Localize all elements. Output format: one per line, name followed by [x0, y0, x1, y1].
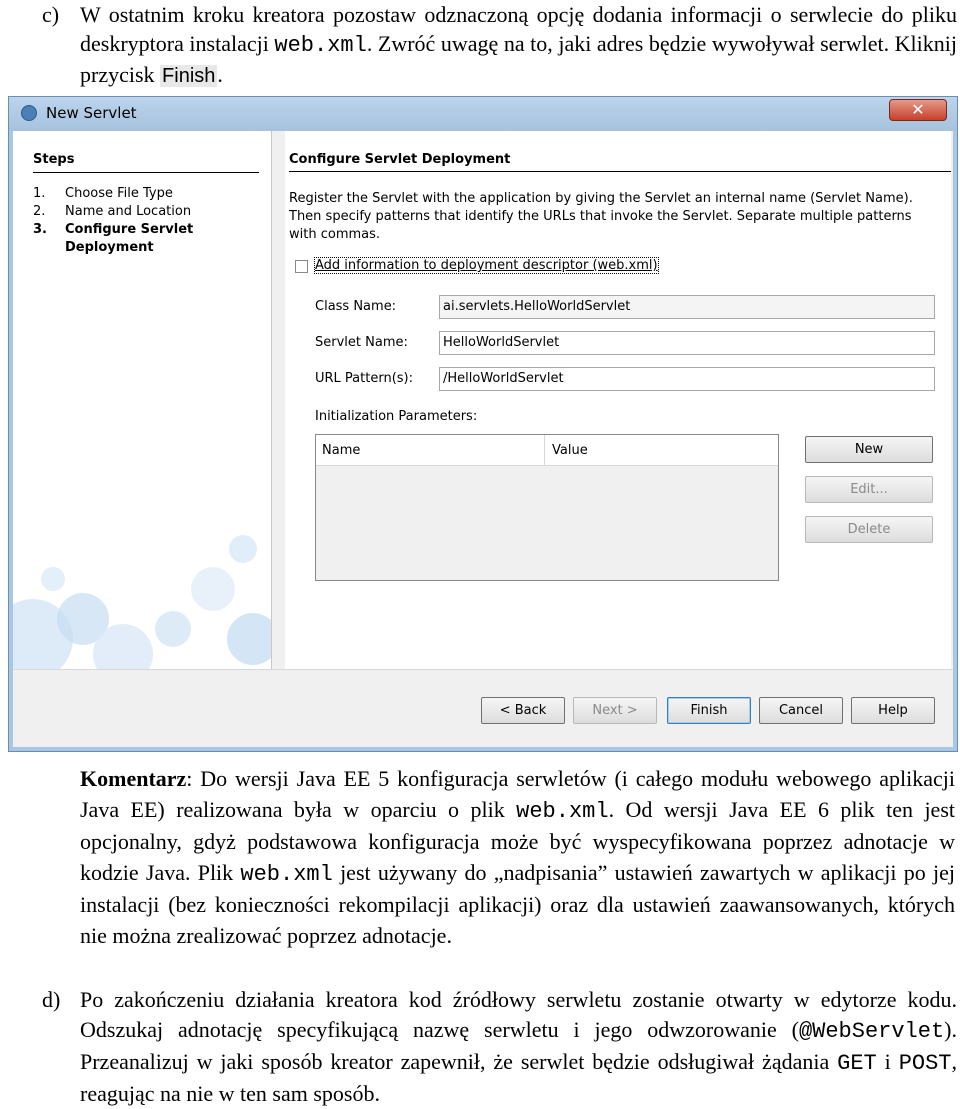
deployment-descriptor-checkbox-label[interactable]: Add information to deployment descriptor (web.xml)	[315, 258, 658, 273]
text-segment: . Zwróć uwagę na to, jaki adres będzie wywoływał serwlet. Kliknij przycisk	[80, 31, 957, 87]
step-item-current	[33, 222, 193, 237]
decorative-bubbles-image	[13, 469, 271, 669]
finish-button[interactable]: Finish	[667, 697, 751, 724]
instruction-c-text	[80, 0, 957, 91]
text-segment: . Od wersji Java EE 6 plik ten jest opcjonalny, gdyż podstawowa konfiguracja może być wyspecyfikowana poprzez adnotacje w kodzie Java. Plik	[80, 796, 955, 885]
text-segment: i	[876, 1049, 899, 1074]
steps-panel	[13, 131, 272, 669]
list-label-c: c)	[42, 2, 60, 27]
deployment-descriptor-checkbox[interactable]	[295, 260, 308, 273]
init-params-table[interactable]	[315, 434, 779, 581]
instruction-d-text	[80, 985, 957, 1109]
url-pattern-label: URL Pattern(s):	[315, 371, 413, 386]
new-servlet-dialog	[8, 96, 958, 752]
column-separator	[544, 435, 545, 465]
step-label: Name and Location	[65, 204, 192, 219]
edit-param-button[interactable]: Edit...	[805, 476, 933, 503]
text-segment: W ostatnim kroku kreatora pozostaw odznaczoną opcję dodania informacji o serwlecie do pliku deskryptora instalacji	[80, 2, 957, 56]
servlet-name-field[interactable]: HelloWorldServlet	[439, 331, 935, 355]
text-segment: Po zakończeniu działania kreatora kod źródłowy serwletu zostanie otwarty w edytorze kodu. Odszukaj adnotację specyfikującą nazwę serwletu i jego odwzorowanie (	[80, 987, 957, 1042]
page-title: Configure Servlet Deployment	[289, 152, 511, 167]
servlet-name-label: Servlet Name:	[315, 335, 408, 350]
text-segment: ). Przeanalizuj w jaki sposób kreator zapewnił, że serwlet będzie odsługiwał żądania	[80, 1017, 957, 1074]
text-segment: : Do wersji Java EE 5 konfiguracja serwletów (i całego modułu webowego aplikacji Java EE) realizowana była w oparciu o plik	[80, 766, 955, 822]
class-name-label: Class Name:	[315, 299, 397, 314]
delete-param-button[interactable]: Delete	[805, 516, 933, 543]
code-web-xml: web.xml	[274, 33, 367, 58]
steps-heading: Steps	[33, 152, 75, 167]
comment-paragraph	[80, 764, 955, 951]
button-bar	[13, 669, 953, 747]
table-header	[316, 435, 778, 466]
window-title: New Servlet	[46, 104, 137, 122]
class-name-field[interactable]: ai.servlets.HelloWorldServlet	[439, 295, 935, 319]
netbeans-cube-icon	[21, 105, 37, 121]
list-label-d: d)	[42, 987, 61, 1012]
divider	[289, 171, 951, 172]
column-header-value[interactable]: Value	[552, 443, 588, 458]
url-pattern-field[interactable]: /HelloWorldServlet	[439, 367, 935, 391]
code-web-xml: web.xml	[516, 798, 609, 824]
code-web-xml: web.xml	[240, 861, 333, 887]
step-label: Deployment	[65, 240, 154, 255]
code-post: POST	[898, 1051, 952, 1076]
dialog-client	[13, 131, 953, 747]
text-segment: .	[217, 62, 223, 87]
step-label: Configure Servlet	[65, 222, 194, 237]
next-button[interactable]: Next >	[573, 697, 657, 724]
code-get: GET	[837, 1051, 877, 1076]
content-panel	[285, 131, 951, 669]
step-item	[33, 186, 173, 201]
help-button[interactable]: Help	[851, 697, 935, 724]
step-item-current-cont	[33, 240, 154, 255]
title-bar[interactable]	[9, 97, 957, 131]
step-number: 1.	[33, 186, 46, 201]
divider	[33, 172, 259, 173]
cancel-button[interactable]: Cancel	[759, 697, 843, 724]
description-text: Register the Servlet with the application by giving the Servlet an internal name (Servlet Name). Then specify patterns that identify the URLs that invoke the Servlet. Separate multiple patterns with commas.	[289, 191, 913, 242]
init-params-label: Initialization Parameters:	[315, 409, 478, 424]
step-item	[33, 204, 191, 219]
text-segment: , reagując na nie w ten sam sposób.	[80, 1049, 957, 1106]
back-button[interactable]: < Back	[481, 697, 565, 724]
close-button[interactable]	[889, 99, 947, 121]
step-label: Choose File Type	[65, 186, 173, 201]
column-header-name[interactable]: Name	[322, 443, 361, 458]
step-number: 3.	[33, 222, 47, 237]
code-webservlet: @WebServlet	[798, 1019, 945, 1044]
finish-reference: Finish	[162, 65, 216, 87]
comment-heading: Komentarz	[80, 766, 187, 791]
close-icon: ✕	[911, 100, 925, 119]
step-number: 2.	[33, 204, 46, 219]
new-param-button[interactable]: New	[805, 436, 933, 463]
text-segment: jest używany do „nadpisania” ustawień zawartych w aplikacji po jej instalacji (bez konieczności rekompilacji aplikacji) oraz dla ustawień zaawansowanych, których nie można zrealizować poprzez adnotacje.	[80, 859, 955, 948]
